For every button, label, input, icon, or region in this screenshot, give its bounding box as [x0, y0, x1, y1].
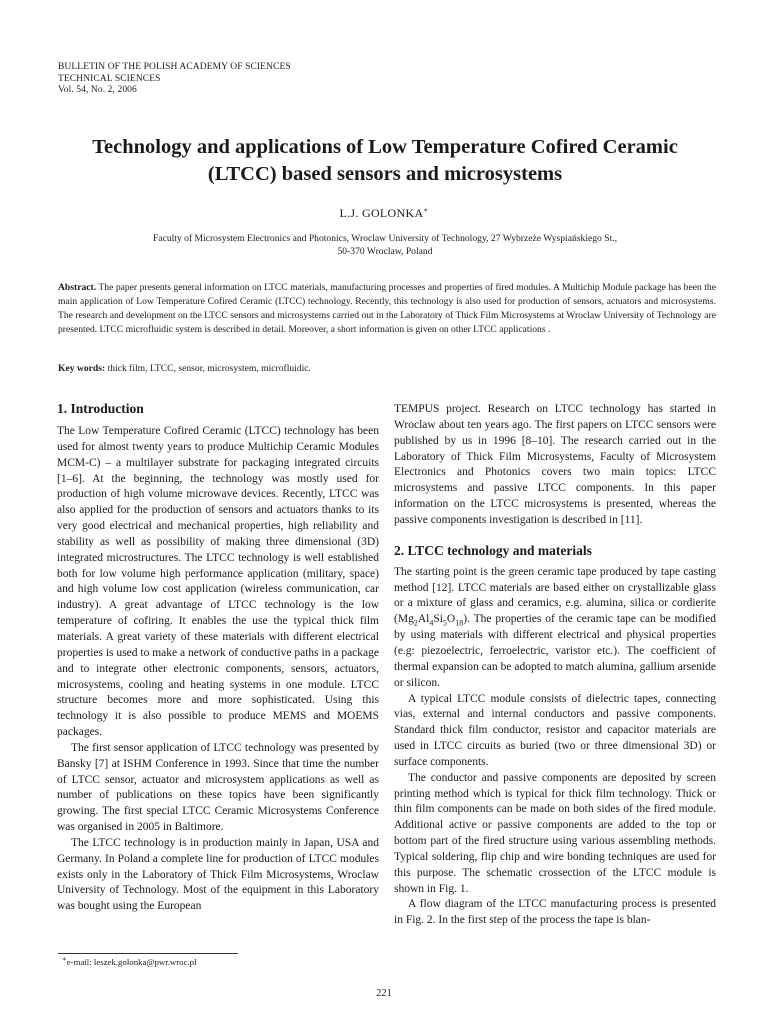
affiliation	[40, 232, 730, 258]
footnote-email: e-mail: leszek.golonka@pwr.wroc.pl	[66, 957, 197, 967]
formula-sub-18: 18	[455, 618, 464, 628]
affiliation-line-1: Faculty of Microsystem Electronics and Photonics, Wroclaw University of Technology, 27 Wybrzeże Wyspiańskiego St.,	[152, 233, 618, 244]
column-left	[57, 400, 379, 915]
section-1-paragraph-2: The first sensor application of LTCC technology was presented by Bansky [7] at ISHM Conference in 1993. Since that time the number of LTCC sensor, actuator and microsystem applications as well as number of publications on these topics have been significantly growing. The first special LTCC Ceramic Microsystems Conference was organised in 2005 in Baltimore.	[57, 741, 379, 834]
affiliation-line-2: 50-370 Wroclaw, Poland	[337, 246, 433, 257]
section-2-paragraph-2: A typical LTCC module consists of dielectric tapes, connecting vias, external and internal conductors and passive components. Standard thick film conductor, resistor and capacitor materials are used in LTCC circuits as buried (two or three dimensional 3D) or surface components.	[394, 692, 716, 768]
footnote-divider	[58, 953, 238, 954]
author	[0, 206, 768, 221]
column-right	[394, 402, 716, 929]
journal-name: BULLETIN OF THE POLISH ACADEMY OF SCIENCES	[58, 62, 291, 72]
abstract	[58, 281, 716, 337]
formula-o: O	[446, 613, 456, 626]
section-1-paragraph-1: The Low Temperature Cofired Ceramic (LTCC) technology has been used for almost twenty years to produce Multichip Ceramic Modules MCM-C) – a multilayer substrate for packaging integrated circuits [1–6]. At the beginning, the technology was mostly used for production of high volume microwave devices. Recently, LTCC was also applied for the production of sensors and actuators thanks to its very good electrical and mechanical properties, high reliability and stability as well as possibility of making three dimensional (3D) integrated microstructures. The LTCC technology is well established both for low volume high performance application (military, space) and high volume low cost application (wireless communication, car industry). A great advantage of LTCC technology is the low temperature of cofiring. It enables the use the typical thick film materials. A great variety of these materials with different electrical properties is used to make a network of conductive paths in a package and to integrate other electronic components, sensors, actuators, microsystems, cooling and heating systems in one module. LTCC structure becomes more and more sophisticated. Using this technology it is also possible to produce MEMS and MOEMS packages.	[57, 425, 379, 739]
formula-sub-2: 2	[413, 618, 418, 628]
paper-title-line-1: Technology and applications of Low Temperature Cofired Ceramic	[92, 136, 678, 158]
formula-sub-5: 5	[442, 618, 447, 628]
author-footnote-marker: ∗	[423, 206, 429, 214]
journal-volume: Vol. 54, No. 2, 2006	[58, 85, 137, 95]
paper-title	[40, 134, 730, 188]
section-1-paragraph-4: TEMPUS project. Research on LTCC technology has started in Wroclaw about ten years ago. The first papers on LTCC sensors were published by us in 1996 [8–10]. The research carried out in the Laboratory of Thick Film Microsystems, Faculty of Microsystem Electronics and Photonics covers two main topics: LTCC microsystems and passive LTCC components. In this paper information on the LTCC microsystems is presented, whereas the passive components investigation is described in [11].	[394, 403, 716, 526]
journal-header	[58, 62, 291, 97]
formula-al: Al	[417, 613, 430, 626]
section-2-paragraph-4: A flow diagram of the LTCC manufacturing process is presented in Fig. 2. In the first step of the process the tape is blan-	[394, 898, 716, 927]
journal-series: TECHNICAL SCIENCES	[58, 73, 161, 84]
section-2-paragraph-1-start: The starting point is the green ceramic tape produced by tape casting method [12]. LTCC materials are based either on crystallizable glass or a mixture of glass and ceramics, e.g. alumina, silica or cordierite (	[394, 565, 716, 626]
abstract-text: The paper presents general information on LTCC materials, manufacturing processes and properties of fired modules. A Multichip Module package has been the main application of Low Temperature Cofired Ceramic (LTCC) technology. Recently, this technology is also used for production of sensors, actuators and microsystems. The research and development on the LTCC sensors and microsystems carried out in the Laboratory of Thick Film Microsystems at Wroclaw University of Technology are presented. LTCC microfluidic system is described in detail. Moreover, a short information is given on other LTCC applications .	[58, 282, 716, 335]
section-2-paragraph-3: The conductor and passive components are deposited by screen printing method which is typical for thick film technology. Thick or thin film components can be made on both sides of the fired module. Additional active or passive components are added to the top or bottom part of the fired structure using various assembling methods. Typical soldering, flip chip and wire bonding techniques are used for this purpose. The schematic crossection of the LTCC module is shown in Fig. 1.	[394, 771, 716, 895]
cordierite-formula	[397, 613, 464, 628]
keywords	[58, 362, 716, 375]
section-2-paragraph-1-end: ). The properties of the ceramic tape can be modified by using materials with different electrical and physical properties (e.g: piezoelectric, ferroelectric, varistor etc.). The coefficient of thermal expansion can be adopted to match alumina, gallium arsenide or silicon.	[394, 613, 716, 689]
keywords-label: Key words:	[58, 363, 106, 374]
footnote-marker: ∗	[62, 955, 67, 964]
formula-mg: Mg	[397, 613, 414, 626]
section-2-heading: 2. LTCC technology and materials	[394, 542, 592, 558]
abstract-label: Abstract.	[58, 282, 97, 293]
formula-si: Si	[433, 613, 443, 626]
footnote	[62, 957, 197, 967]
section-2-paragraph-1	[394, 565, 716, 692]
formula-sub-4: 4	[429, 618, 434, 628]
keywords-text: thick film, LTCC, sensor, microsystem, microfluidic.	[107, 363, 311, 374]
page-number: 221	[376, 988, 392, 999]
section-1-heading: 1. Introduction	[57, 401, 144, 416]
section-1-paragraph-3: The LTCC technology is in production mainly in Japan, USA and Germany. In Poland a complete line for production of LTCC modules exists only in the Laboratory of Thick Film Microsystems, Wroclaw University of Technology. Most of the equipment in this Laboratory was bought using the European	[57, 836, 379, 913]
author-name: L.J. GOLONKA	[339, 206, 424, 220]
paper-title-line-2: (LTCC) based sensors and microsystems	[207, 163, 563, 185]
